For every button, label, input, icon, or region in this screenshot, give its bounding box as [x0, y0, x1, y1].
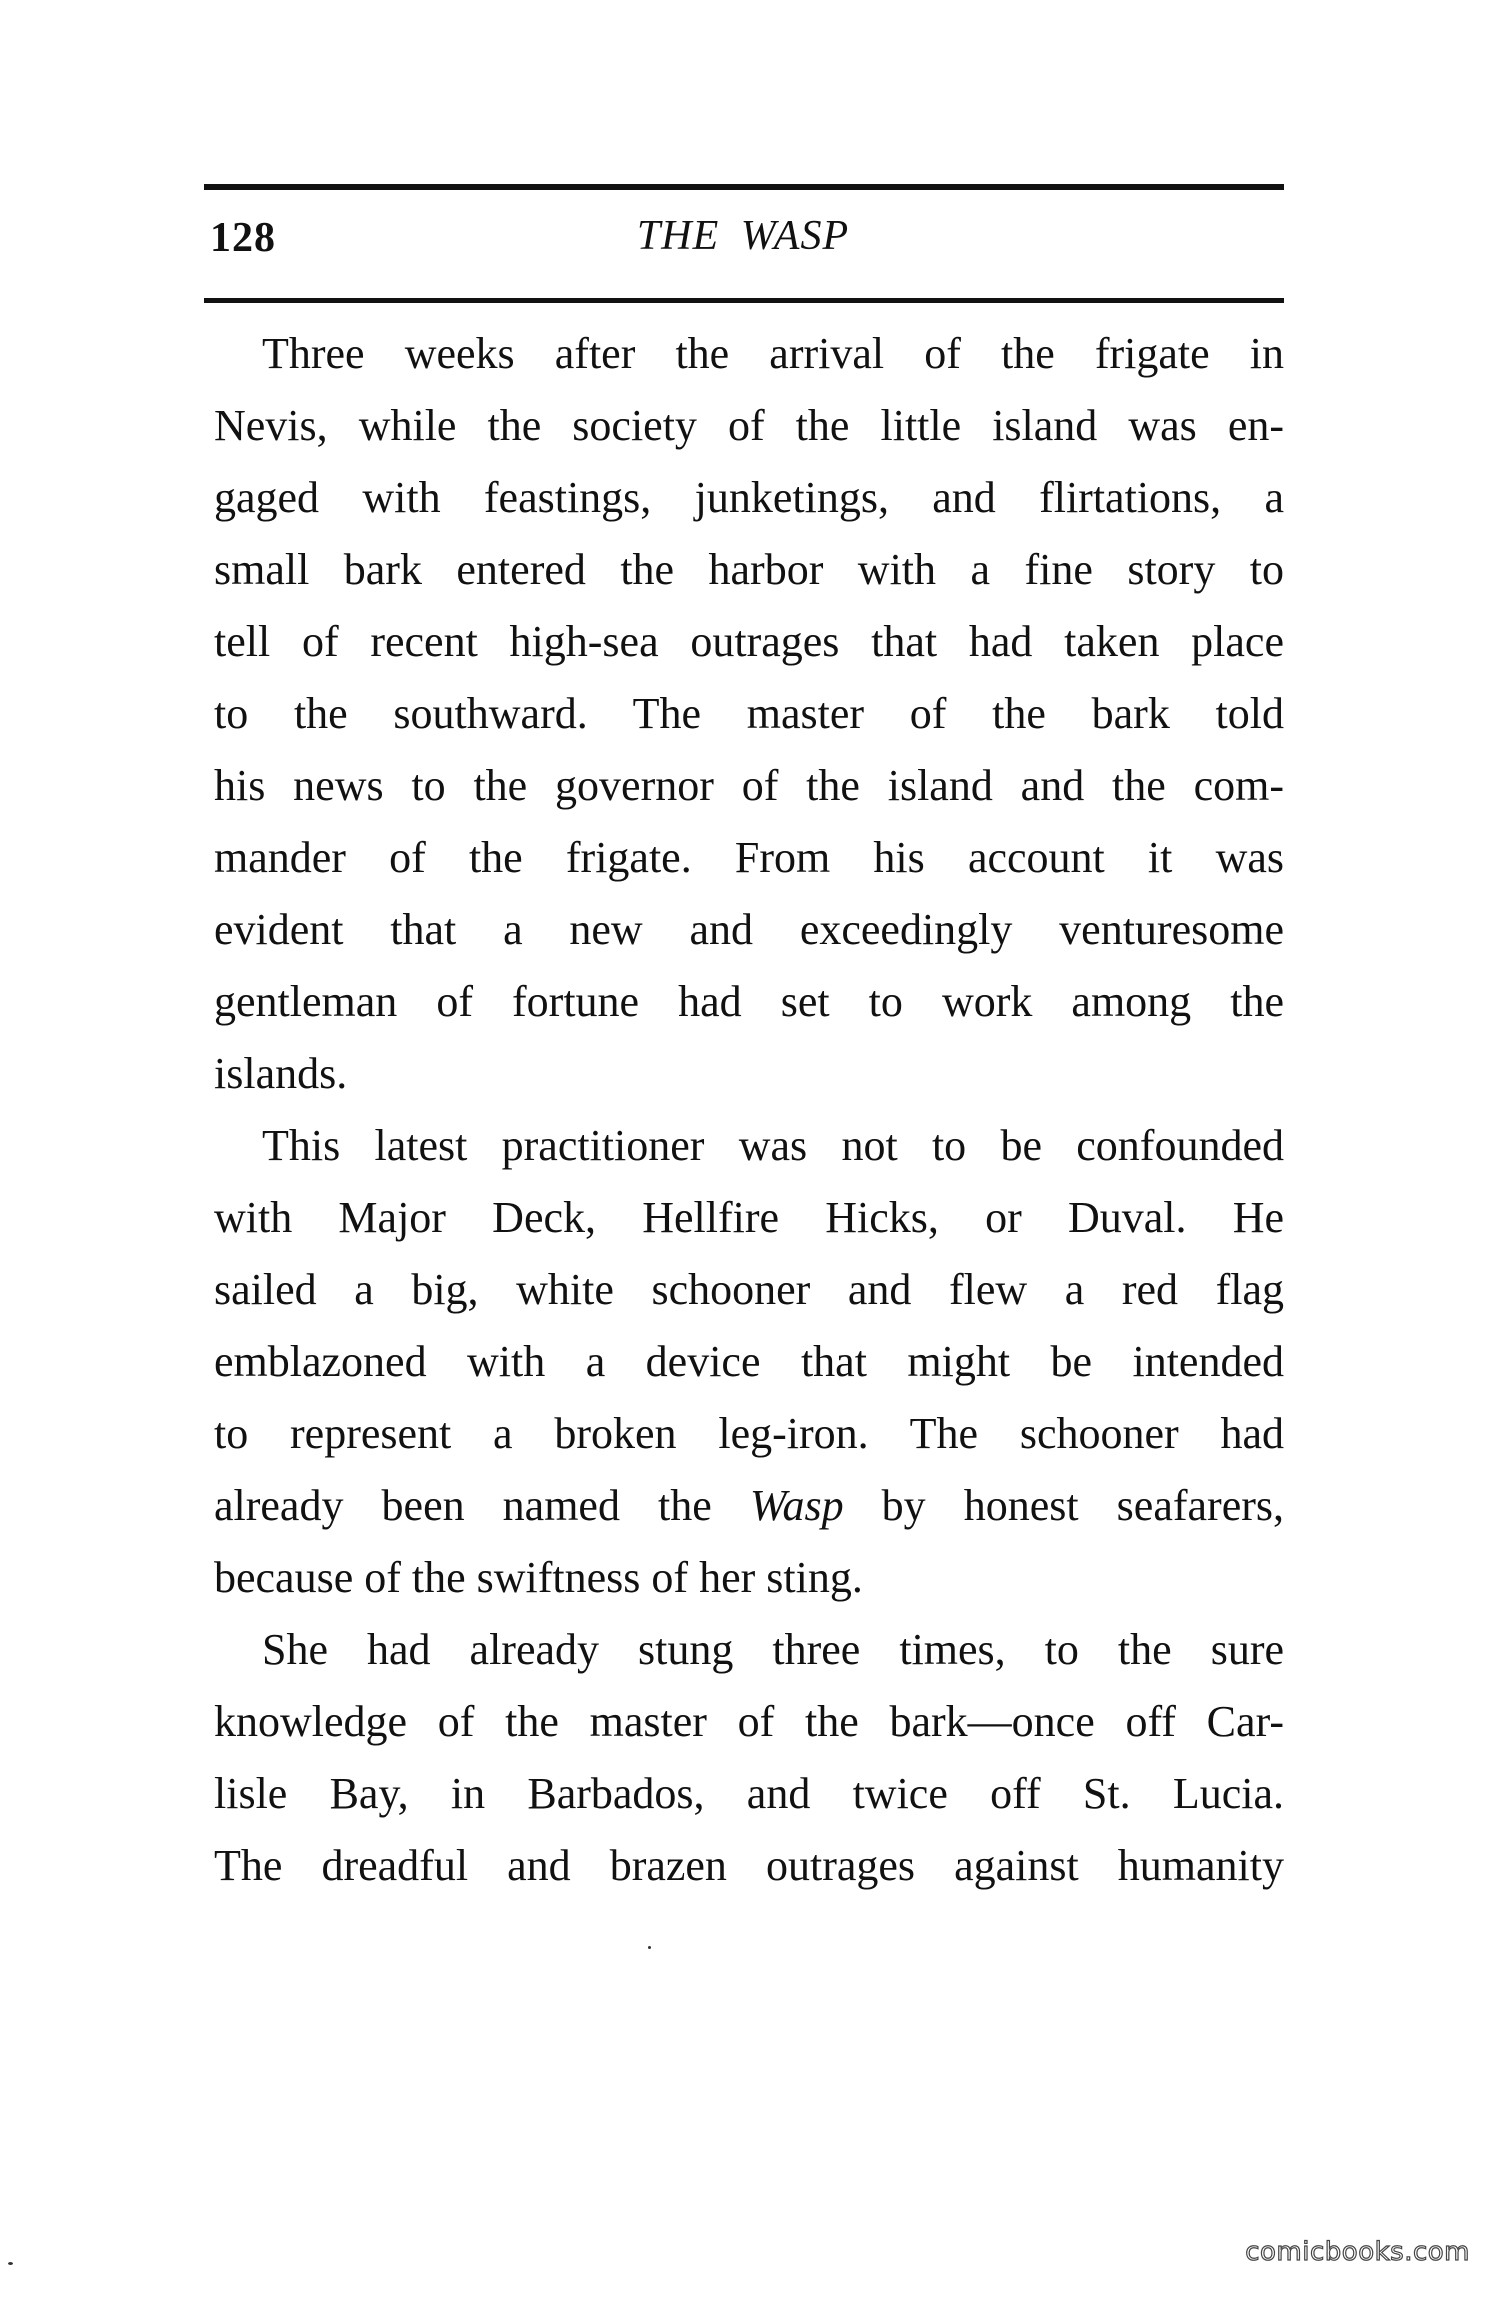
print-speck: [8, 2262, 13, 2265]
paragraph-1: [214, 318, 1284, 1110]
text-segment: by honest seafarers,: [843, 1481, 1284, 1530]
text-line: his news to the governor of the island and the com-: [214, 761, 1284, 810]
text-line: to represent a broken leg-iron. The schooner had: [214, 1409, 1284, 1458]
header-rule-bottom: [204, 298, 1284, 303]
text-line: Nevis, while the society of the little island was en-: [214, 401, 1284, 450]
text-line: Three weeks after the arrival of the frigate in: [262, 329, 1284, 378]
paragraph-2: [214, 1110, 1284, 1614]
text-line: sailed a big, white schooner and flew a red flag: [214, 1265, 1284, 1314]
italic-ship-name: Wasp: [749, 1481, 844, 1530]
text-line: This latest practitioner was not to be confounded: [262, 1121, 1284, 1170]
running-title: THE WASP: [636, 213, 850, 259]
text-line: mander of the frigate. From his account it was: [214, 833, 1284, 882]
text-line: gaged with feastings, junketings, and flirtations, a: [214, 473, 1284, 522]
text-line-with-italic: [214, 1470, 1284, 1542]
text-line: knowledge of the master of the bark—once off Car-: [214, 1697, 1284, 1746]
text-segment: already been named the: [214, 1481, 750, 1530]
body-text: [214, 318, 1284, 1902]
text-line: lisle Bay, in Barbados, and twice off St. Lucia.: [214, 1769, 1284, 1818]
watermark: comicbooks.com: [1245, 2237, 1470, 2267]
text-line: islands.: [214, 1049, 348, 1098]
text-line: emblazoned with a device that might be intended: [214, 1337, 1284, 1386]
text-line: small bark entered the harbor with a fine story to: [214, 545, 1284, 594]
text-line: evident that a new and exceedingly venturesome: [214, 905, 1284, 954]
text-line: gentleman of fortune had set to work among the: [214, 977, 1284, 1026]
text-line: tell of recent high-sea outrages that had taken place: [214, 617, 1284, 666]
text-line: She had already stung three times, to the sure: [262, 1625, 1284, 1674]
running-head: [206, 210, 1280, 280]
text-line: The dreadful and brazen outrages against humanity: [214, 1841, 1284, 1890]
text-line: because of the swiftness of her sting.: [214, 1553, 863, 1602]
text-line: with Major Deck, Hellfire Hicks, or Duval. He: [214, 1193, 1284, 1242]
paragraph-3: [214, 1614, 1284, 1902]
header-rule-top: [204, 184, 1284, 190]
page-number: 128: [210, 215, 276, 261]
text-line: to the southward. The master of the bark told: [214, 689, 1284, 738]
print-speck: [648, 1946, 651, 1949]
